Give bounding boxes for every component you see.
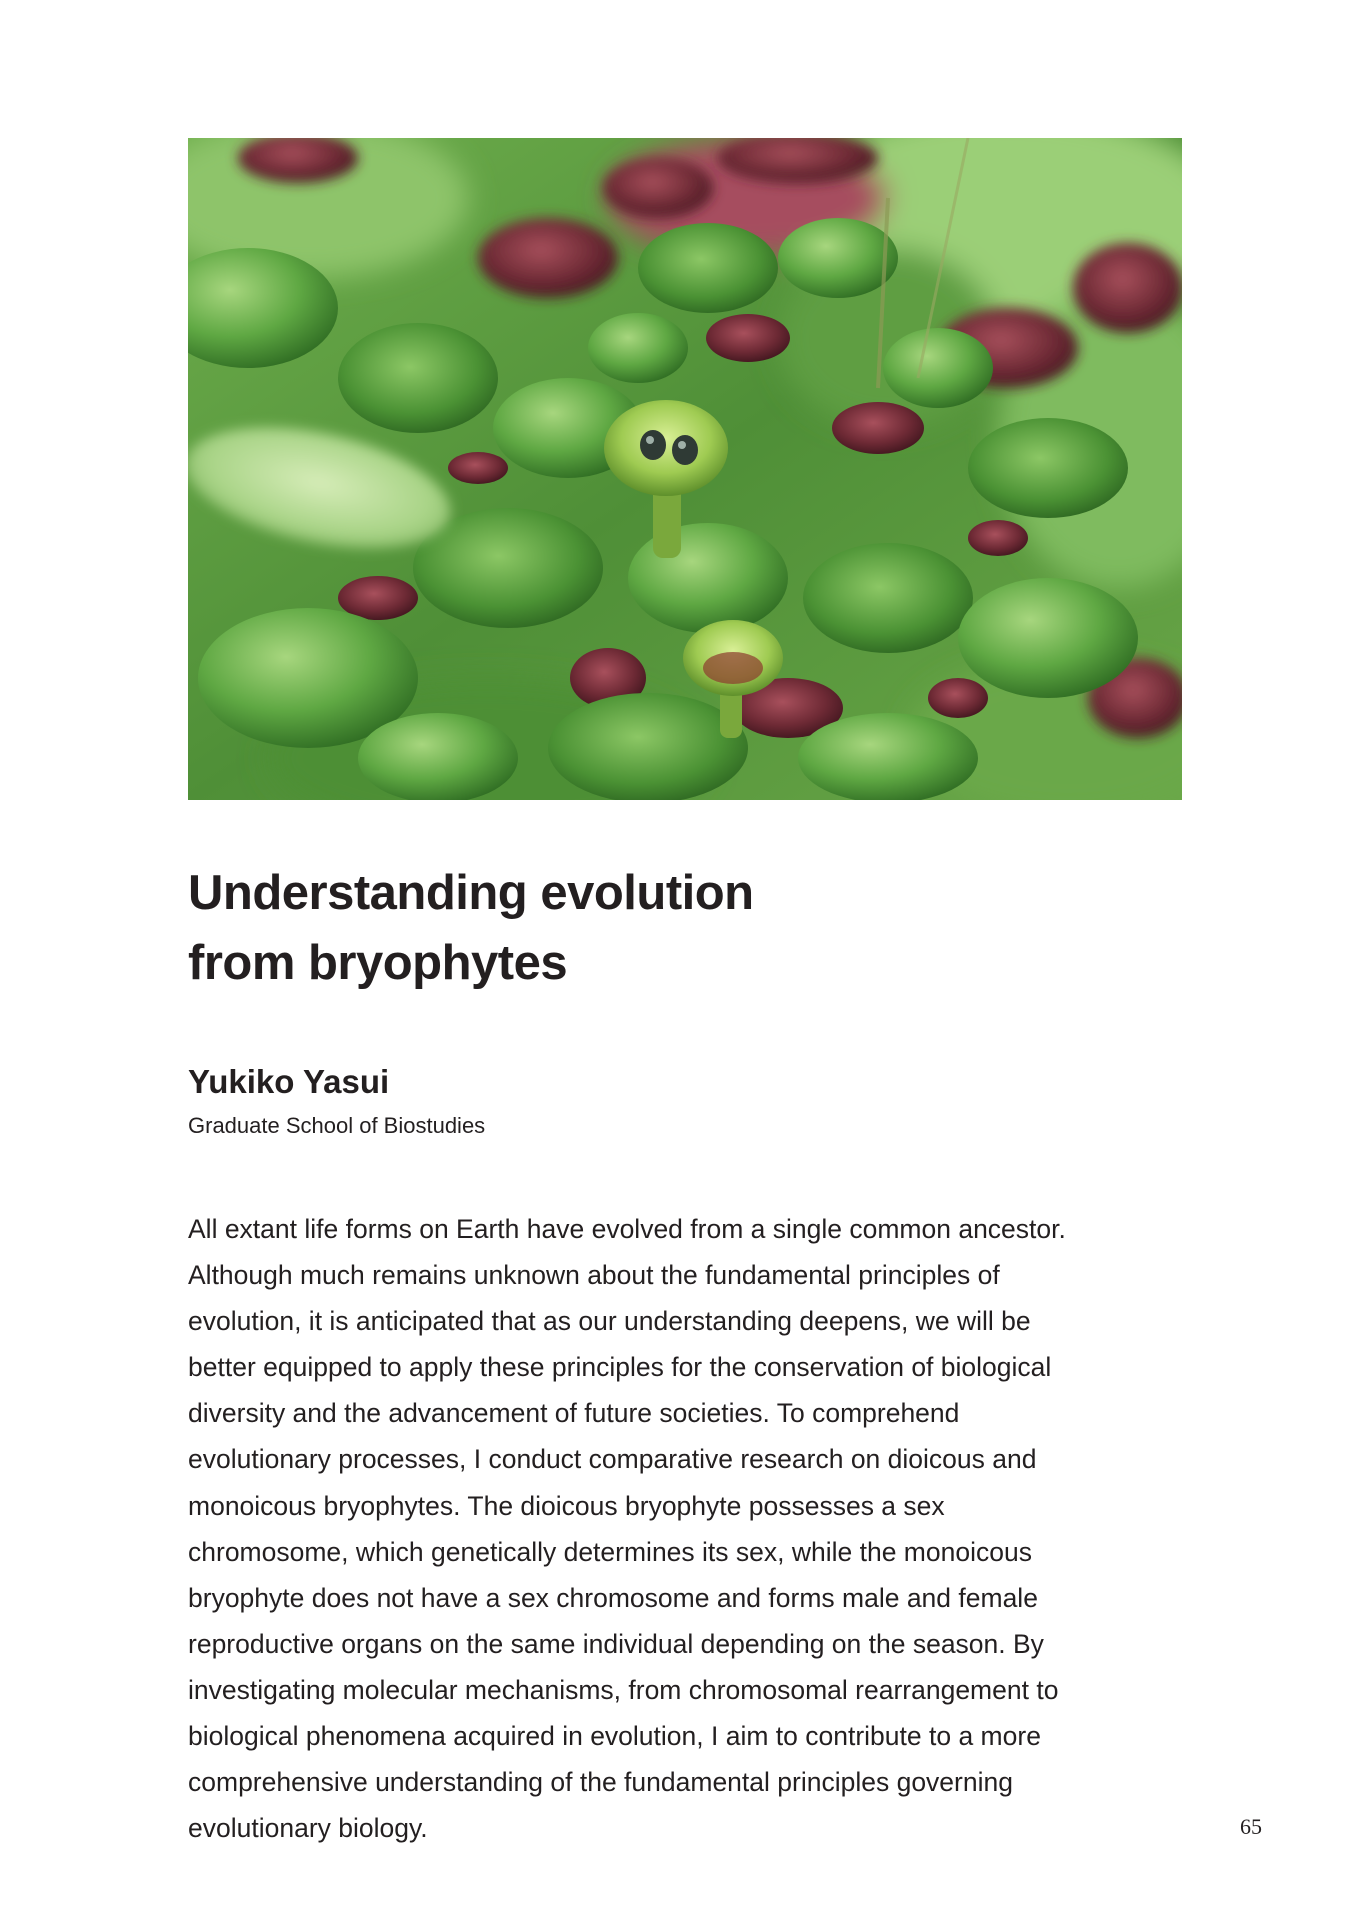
author-name: Yukiko Yasui [188,1063,390,1100]
body-line: evolutionary processes, I conduct comparative research on dioicous and [188,1444,1037,1475]
body-line: comprehensive understanding of the fundamental principles governing [188,1767,1013,1798]
body-line: chromosome, which genetically determines its sex, while the monoicous [188,1536,1032,1567]
body-line: biological phenomena acquired in evolution, I aim to contribute to a more [188,1721,1041,1752]
body-line: All extant life forms on Earth have evolved from a single common ancestor. [188,1214,1066,1244]
body-line: reproductive organs on the same individual depending on the season. By [188,1628,1044,1659]
title-line-1: Understanding evolution [188,866,754,920]
page-number: 65 [1240,1814,1262,1839]
article-title [188,858,1148,998]
liverwort-photo-illustration [188,138,1182,800]
body-line: diversity and the advancement of future societies. To comprehend [188,1398,960,1429]
author-affiliation: Graduate School of Biostudies [188,1113,486,1138]
body-line: evolution, it is anticipated that as our understanding deepens, we will be [188,1306,1031,1337]
body-line: better equipped to apply these principles for the conservation of biological [188,1352,1052,1383]
body-line: monoicous bryophytes. The dioicous bryophyte possesses a sex [188,1490,945,1521]
bryophyte-photo [188,138,1182,800]
title-line-2: from bryophytes [188,936,568,990]
body-line: evolutionary biology. [188,1813,428,1844]
body-line: bryophyte does not have a sex chromosome and forms male and female [188,1582,1038,1613]
body-line: Although much remains unknown about the fundamental principles of [188,1260,1000,1291]
article-body [188,1206,1188,1851]
body-line: investigating molecular mechanisms, from chromosomal rearrangement to [188,1674,1059,1705]
